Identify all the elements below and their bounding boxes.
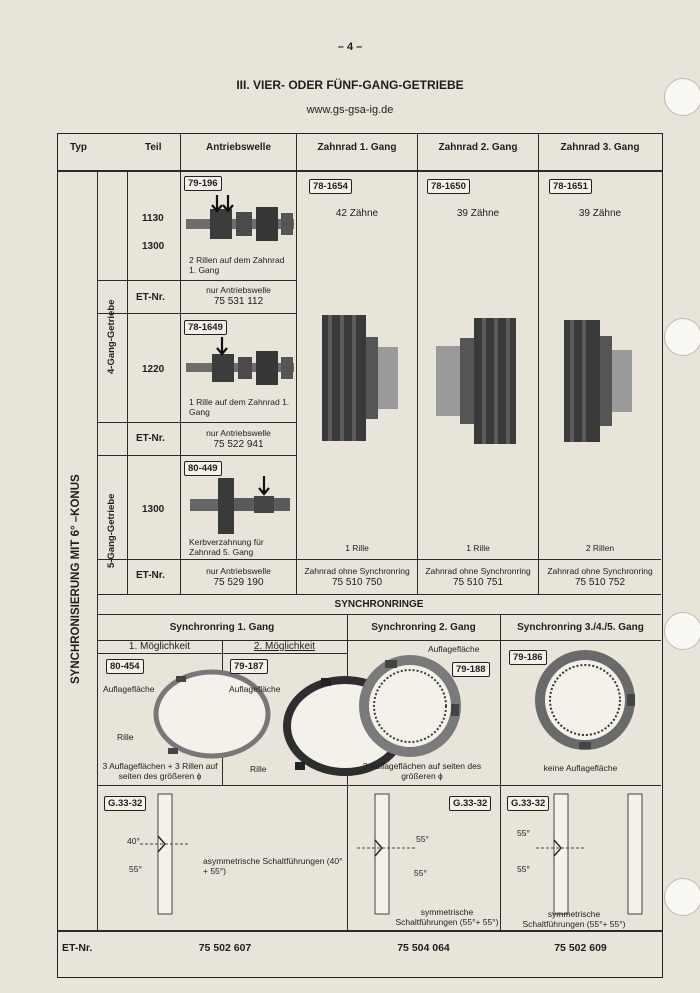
- ref-g33-32-2: G.33-32: [449, 796, 491, 811]
- synchro-col1-title: Synchronring 1. Gang: [169, 622, 275, 633]
- header-zahnrad-3: Zahnrad 3. Gang: [560, 142, 640, 153]
- rule: [97, 594, 661, 595]
- angle-55: 55°: [414, 868, 427, 878]
- rule-v: [127, 170, 128, 594]
- label-auflageflaeche: Auflagefläche: [103, 684, 155, 694]
- gear-1-rille: 1 Rille: [345, 543, 369, 553]
- angle-40: 40°: [127, 836, 140, 846]
- label-rille: Rille: [117, 732, 134, 742]
- gear-2-teeth: 39 Zähne: [456, 208, 500, 219]
- drive-shaft-image: [190, 472, 294, 534]
- label-auflageflaeche: Auflagefläche: [428, 644, 480, 654]
- synchro-ring-image: [533, 650, 637, 750]
- rule-header: [57, 170, 662, 172]
- rule: [97, 785, 661, 786]
- gear-3-teeth: 39 Zähne: [578, 208, 622, 219]
- header-zahnrad-1: Zahnrad 1. Gang: [317, 142, 397, 153]
- rule-v: [417, 133, 418, 594]
- drive-shaft-image: [186, 337, 294, 395]
- gear-1-et-number: 75 510 750: [331, 577, 383, 588]
- gear-3-rille: 2 Rillen: [585, 543, 615, 553]
- synchro-ring-image: [357, 656, 463, 756]
- et-number-1: 75 531 112: [213, 296, 264, 307]
- gear-2-image: [436, 318, 518, 444]
- model-1220: 1220: [142, 364, 165, 375]
- gear-1-et-note: Zahnrad ohne Synchronring: [304, 566, 410, 576]
- ref-g33-32-3: G.33-32: [507, 796, 549, 811]
- caption-r2: 1 Rille auf dem Zahnrad 1. Gang: [189, 397, 290, 417]
- et-number-3: 75 529 190: [213, 577, 264, 588]
- gear-2-et-note: Zahnrad ohne Synchronring: [425, 566, 531, 576]
- ref-78-1651: 78-1651: [549, 179, 592, 194]
- rule-v: [97, 170, 98, 930]
- model-1300-5gang: 1300: [142, 504, 165, 515]
- model-1300: 1300: [142, 241, 165, 252]
- ref-80-454: 80-454: [106, 659, 144, 674]
- synchro-ring-image: [283, 676, 351, 776]
- header-antriebswelle: Antriebswelle: [205, 142, 272, 153]
- header-typ: Typ: [70, 142, 88, 153]
- et-note-2: nur Antriebswelle: [206, 428, 271, 438]
- footer-et-number-3: 75 502 609: [554, 942, 607, 954]
- gear-2-rille: 1 Rille: [466, 543, 490, 553]
- binder-hole: [664, 612, 700, 650]
- synchro-ring-image: [154, 670, 222, 758]
- et-note-1: nur Antriebswelle: [206, 285, 271, 295]
- rule: [97, 614, 661, 615]
- shift-guide-diagram-3: [546, 794, 576, 914]
- shift-guide-profile: [626, 794, 648, 914]
- ref-79-186: 79-186: [509, 650, 547, 665]
- et-label-1: ET-Nr.: [136, 292, 165, 303]
- caption-shift-3: symmetrische Schaltführungen (55°+ 55°): [522, 909, 626, 929]
- gear-1-teeth: 42 Zähne: [335, 208, 379, 219]
- rule-v: [180, 133, 181, 594]
- caption-option-1: 3 Auflageflächen + 3 Rillen auf seiten des größeren ϕ: [102, 761, 218, 781]
- gear-3-et-number: 75 510 752: [574, 577, 626, 588]
- header-teil: Teil: [145, 142, 162, 153]
- angle-55: 55°: [517, 828, 530, 838]
- ref-g33-32-1: G.33-32: [104, 796, 146, 811]
- website-url[interactable]: www.gs-gsa-ig.de: [306, 104, 394, 116]
- gear-3-image: [564, 320, 634, 442]
- group-label-5-gang: 5-Gang-Getriebe: [106, 493, 117, 568]
- ref-78-1654: 78-1654: [309, 179, 352, 194]
- footer-et-number-1: 75 502 607: [198, 942, 252, 954]
- gear-2-et-number: 75 510 751: [452, 577, 504, 588]
- et-label-2: ET-Nr.: [136, 433, 165, 444]
- rule-v: [296, 133, 297, 594]
- ref-79-187: 79-187: [230, 659, 268, 674]
- caption-r1: 2 Rillen auf dem Zahnrad 1. Gang: [189, 255, 285, 275]
- ref-78-1650: 78-1650: [427, 179, 470, 194]
- caption-shift-2: symmetrische Schaltführungen (55°+ 55°): [395, 907, 499, 927]
- label-auflageflaeche: Auflagefläche: [229, 684, 281, 694]
- et-note-3: nur Antriebswelle: [206, 566, 271, 576]
- gear-1-image: [322, 315, 402, 441]
- shift-guide-diagram-1: [150, 794, 180, 914]
- synchro-option-2: 2. Möglichkeit: [253, 641, 316, 652]
- caption-synchro-3: keine Auflagefläche: [543, 763, 618, 773]
- ref-79-196: 79-196: [184, 176, 222, 191]
- footer-et-number-2: 75 504 064: [397, 942, 450, 954]
- drive-shaft-image: [186, 193, 294, 253]
- angle-55: 55°: [129, 864, 142, 874]
- ref-79-188: 79-188: [452, 662, 490, 677]
- et-label-3: ET-Nr.: [136, 570, 165, 581]
- caption-shift-1: asymmetrische Schaltführungen (40°+ 55°): [203, 856, 343, 876]
- label-rille: Rille: [250, 764, 267, 774]
- page-number: – 4 –: [337, 41, 363, 53]
- caption-synchro-2: 3 Auflageflächen auf seiten des größeren ϕ: [362, 761, 482, 781]
- header-zahnrad-2: Zahnrad 2. Gang: [438, 142, 518, 153]
- side-label-synchronisierung: SYNCHRONISIERUNG MIT 6° –KONUS: [70, 474, 82, 684]
- synchro-col3-title: Synchronring 3./4./5. Gang: [517, 622, 644, 633]
- model-1130: 1130: [142, 213, 164, 224]
- section-synchronringe: SYNCHRONRINGE: [334, 599, 424, 610]
- ref-78-1649: 78-1649: [184, 320, 227, 335]
- angle-55: 55°: [517, 864, 530, 874]
- rule-v: [538, 133, 539, 594]
- rule: [57, 930, 662, 932]
- binder-hole: [664, 878, 700, 916]
- ref-80-449: 80-449: [184, 461, 222, 476]
- binder-hole: [664, 318, 700, 356]
- binder-hole: [664, 78, 700, 116]
- synchro-option-1: 1. Möglichkeit: [128, 641, 191, 652]
- footer-et-label: ET-Nr.: [62, 942, 93, 954]
- angle-55: 55°: [416, 834, 429, 844]
- rule: [97, 559, 661, 560]
- synchro-col2-title: Synchronring 2. Gang: [371, 622, 476, 633]
- shift-guide-diagram-2: [367, 794, 397, 914]
- group-label-4-gang: 4-Gang-Getriebe: [106, 299, 117, 374]
- et-number-2: 75 522 941: [213, 439, 264, 450]
- gear-3-et-note: Zahnrad ohne Synchronring: [547, 566, 653, 576]
- caption-r3: Kerbverzahnung für Zahnrad 5. Gang: [189, 537, 264, 557]
- page-title: III. VIER- ODER FÜNF-GANG-GETRIEBE: [236, 78, 464, 92]
